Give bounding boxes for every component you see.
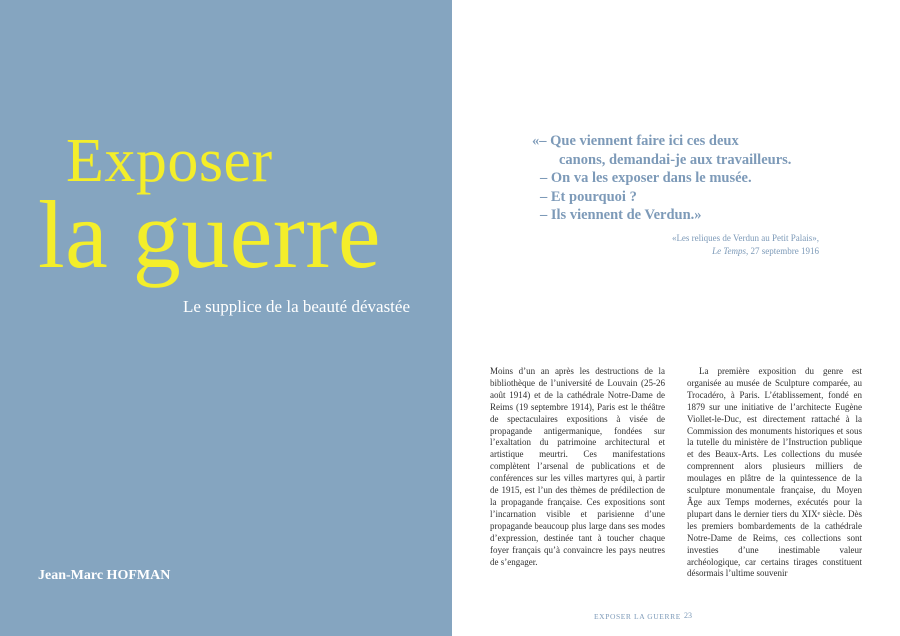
- body-paragraph: La première exposition du genre est organisée au musée de Sculpture comparée, au Trocadéro, à Paris. L’établissement, fondé en 1879 sur une initiative de l’architecte Eugène Viollet-le-Duc, est directement rattaché à la Commission des monuments historiques et sous la tutelle du ministère de l’Instruction publique et des Beaux-Arts. Les collections du musée comprennent alors plusieurs milliers de moulages en plâtre de la quintessence de la sculpture monumentale française, du Moyen Âge aux Temps modernes, exécutés pour la plupart dans le dernier tiers du XIXᵉ siècle. Dès les premiers bombardements de la cathédrale Notre-Dame de Reims, ces collections sont investies d’une inestimable valeur archéologique, car certains tirages constituent désormais l’ultime souvenir: [687, 366, 862, 579]
- title-line-2: la guerre: [38, 181, 381, 288]
- subtitle: Le supplice de la beauté dévastée: [182, 297, 410, 316]
- title-line-1: Exposer: [66, 127, 273, 195]
- running-title: EXPOSER LA GUERRE: [594, 612, 681, 621]
- epigraph-quote: [532, 132, 852, 225]
- author-name: Jean-Marc HOFMAN: [38, 568, 171, 583]
- quote-line: – Ils viennent de Verdun.»: [540, 207, 702, 223]
- body-column-2: [687, 366, 862, 580]
- body-column-1: [490, 366, 665, 568]
- right-page: [452, 0, 900, 636]
- citation-source-line: [672, 245, 819, 258]
- body-paragraph: Moins d’un an après les destructions de la bibliothèque de l’université de Louvain (25-26 août 1914) et de la cathédrale Notre-Dame de Reims (19 septembre 1914), Paris est le théâtre de spectaculaires expositions à visée de propagande antigermanique, fondées sur l’exaltation du patrimoine architectural et artistique meurtri. Ces manifestations complètent l’arsenal de publications et de conférences sur les villes martyres qui, à partir de 1915, est l’un des thèmes de prédilection de la propagande française. Ces expositions sont l’incarnation visible et parisienne d’une propagande beaucoup plus large dans ses modes d’expression, destinée tant à toucher chaque foyer français qu’à convaincre les pays neutres de s’engager.: [490, 366, 665, 567]
- citation-title: «Les reliques de Verdun au Petit Palais»,: [671, 233, 819, 243]
- page-number: 23: [684, 611, 692, 620]
- quote-line: «– Que viennent faire ici ces deux: [532, 133, 739, 149]
- citation-source: Le Temps: [712, 245, 747, 256]
- citation-date: , 27 septembre 1916: [746, 245, 819, 256]
- quote-citation: [672, 232, 819, 257]
- quote-line: canons, demandai-je aux travailleurs.: [559, 151, 792, 168]
- quote-line: – Et pourquoi ?: [540, 188, 637, 205]
- quote-line: – On va les exposer dans le musée.: [540, 170, 752, 186]
